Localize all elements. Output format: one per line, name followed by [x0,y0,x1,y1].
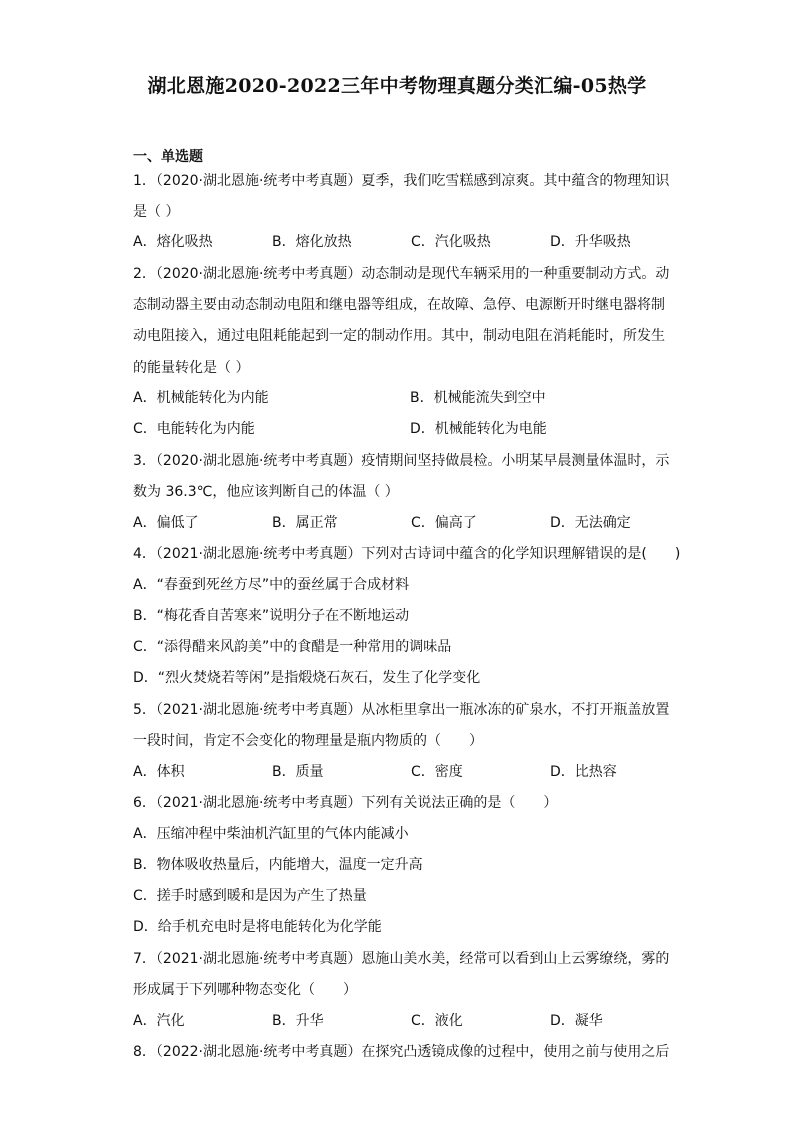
question-2-options-row1 [133,383,673,414]
option-a[interactable]: A．压缩冲程中柴油机汽缸里的气体内能减小 [133,826,409,842]
option-d[interactable]: D．无法确定 [550,515,631,531]
option-c[interactable]: C．电能转化为内能 [133,421,255,437]
option-c[interactable]: C．偏高了 [411,515,477,531]
option-d[interactable]: D．“烈火焚烧若等闲”是指煅烧石灰石，发生了化学变化 [133,670,481,686]
option-c[interactable]: C．液化 [411,1013,463,1029]
option-d[interactable]: D．比热容 [550,764,617,780]
option-a[interactable]: A．熔化吸热 [133,234,213,250]
option-a[interactable]: A．汽化 [133,1013,185,1029]
question-2-stem: 2．（2020·湖北恩施·统考中考真题）动态制动是现代车辆采用的一种重要制动方式。动态制动器主要由动态制动电阻和继电器等组成，在故障、急停、电源断开时继电器将制动电阻接入，通过电阻耗能起到一定的制动作用。其中，制动电阻在消耗能时，所发生的能量转化是（ ） [133,266,670,376]
question-5-options [133,757,673,788]
option-c[interactable]: C．密度 [411,764,463,780]
question-6-stem: 6．（2021·湖北恩施·统考中考真题）下列有关说法正确的是（ ） [133,795,558,811]
option-c[interactable]: C．搓手时感到暖和是因为产生了热量 [133,888,367,904]
question-5-stem: 5．（2021·湖北恩施·统考中考真题）从冰柜里拿出一瓶冰冻的矿泉水，不打开瓶盖放置一段时间，肯定不会变化的物理量是瓶内物质的（ ） [133,702,670,750]
option-b[interactable]: B．升华 [272,1013,324,1029]
option-a[interactable]: A．体积 [133,764,185,780]
section-heading: 一、单选题 [133,149,203,165]
question-4-stem: 4．（2021·湖北恩施·统考中考真题）下列对古诗词中蕴含的化学知识理解错误的是( ) [133,546,681,562]
option-a[interactable]: A．“春蚕到死丝方尽”中的蚕丝属于合成材料 [133,577,410,593]
option-b[interactable]: B．物体吸收热量后，内能增大，温度一定升高 [133,857,423,873]
option-b[interactable]: B．质量 [272,764,324,780]
option-c[interactable]: C．汽化吸热 [411,234,491,250]
question-7-stem: 7．（2021·湖北恩施·统考中考真题）恩施山美水美，经常可以看到山上云雾缭绕，雾的形成属于下列哪种物态变化（ ） [133,951,670,999]
option-d[interactable]: D．机械能转化为电能 [410,421,547,437]
option-b[interactable]: B．“梅花香自苦寒来”说明分子在不断地运动 [133,608,410,624]
option-d[interactable]: D．升华吸热 [550,234,631,250]
question-3-options [133,508,673,539]
option-d[interactable]: D．凝华 [550,1013,603,1029]
option-a[interactable]: A．机械能转化为内能 [133,390,269,406]
question-3-stem: 3．（2020·湖北恩施·统考中考真题）疫情期间坚持做晨检。小明某早晨测量体温时，示数为 36.3℃，他应该判断自己的体温（ ） [133,453,670,501]
option-b[interactable]: B．机械能流失到空中 [410,390,546,406]
page-title: 湖北恩施2020-2022三年中考物理真题分类汇编-05热学 [147,75,647,97]
option-b[interactable]: B．熔化放热 [272,234,352,250]
question-1-stem: 1．（2020·湖北恩施·统考中考真题）夏季，我们吃雪糕感到凉爽。其中蕴含的物理知识是（ ） [133,173,670,221]
option-b[interactable]: B．属正常 [272,515,338,531]
option-a[interactable]: A．偏低了 [133,515,199,531]
question-2-options-row2 [133,414,673,445]
question-8-stem: 8．（2022·湖北恩施·统考中考真题）在探究凸透镜成像的过程中，使用之前与使用之后 [133,1044,670,1060]
option-c[interactable]: C．“添得醋来风韵美”中的食醋是一种常用的调味品 [133,639,452,655]
question-7-options [133,1006,673,1037]
option-d[interactable]: D．给手机充电时是将电能转化为化学能 [133,919,382,935]
question-1-options [133,227,673,258]
